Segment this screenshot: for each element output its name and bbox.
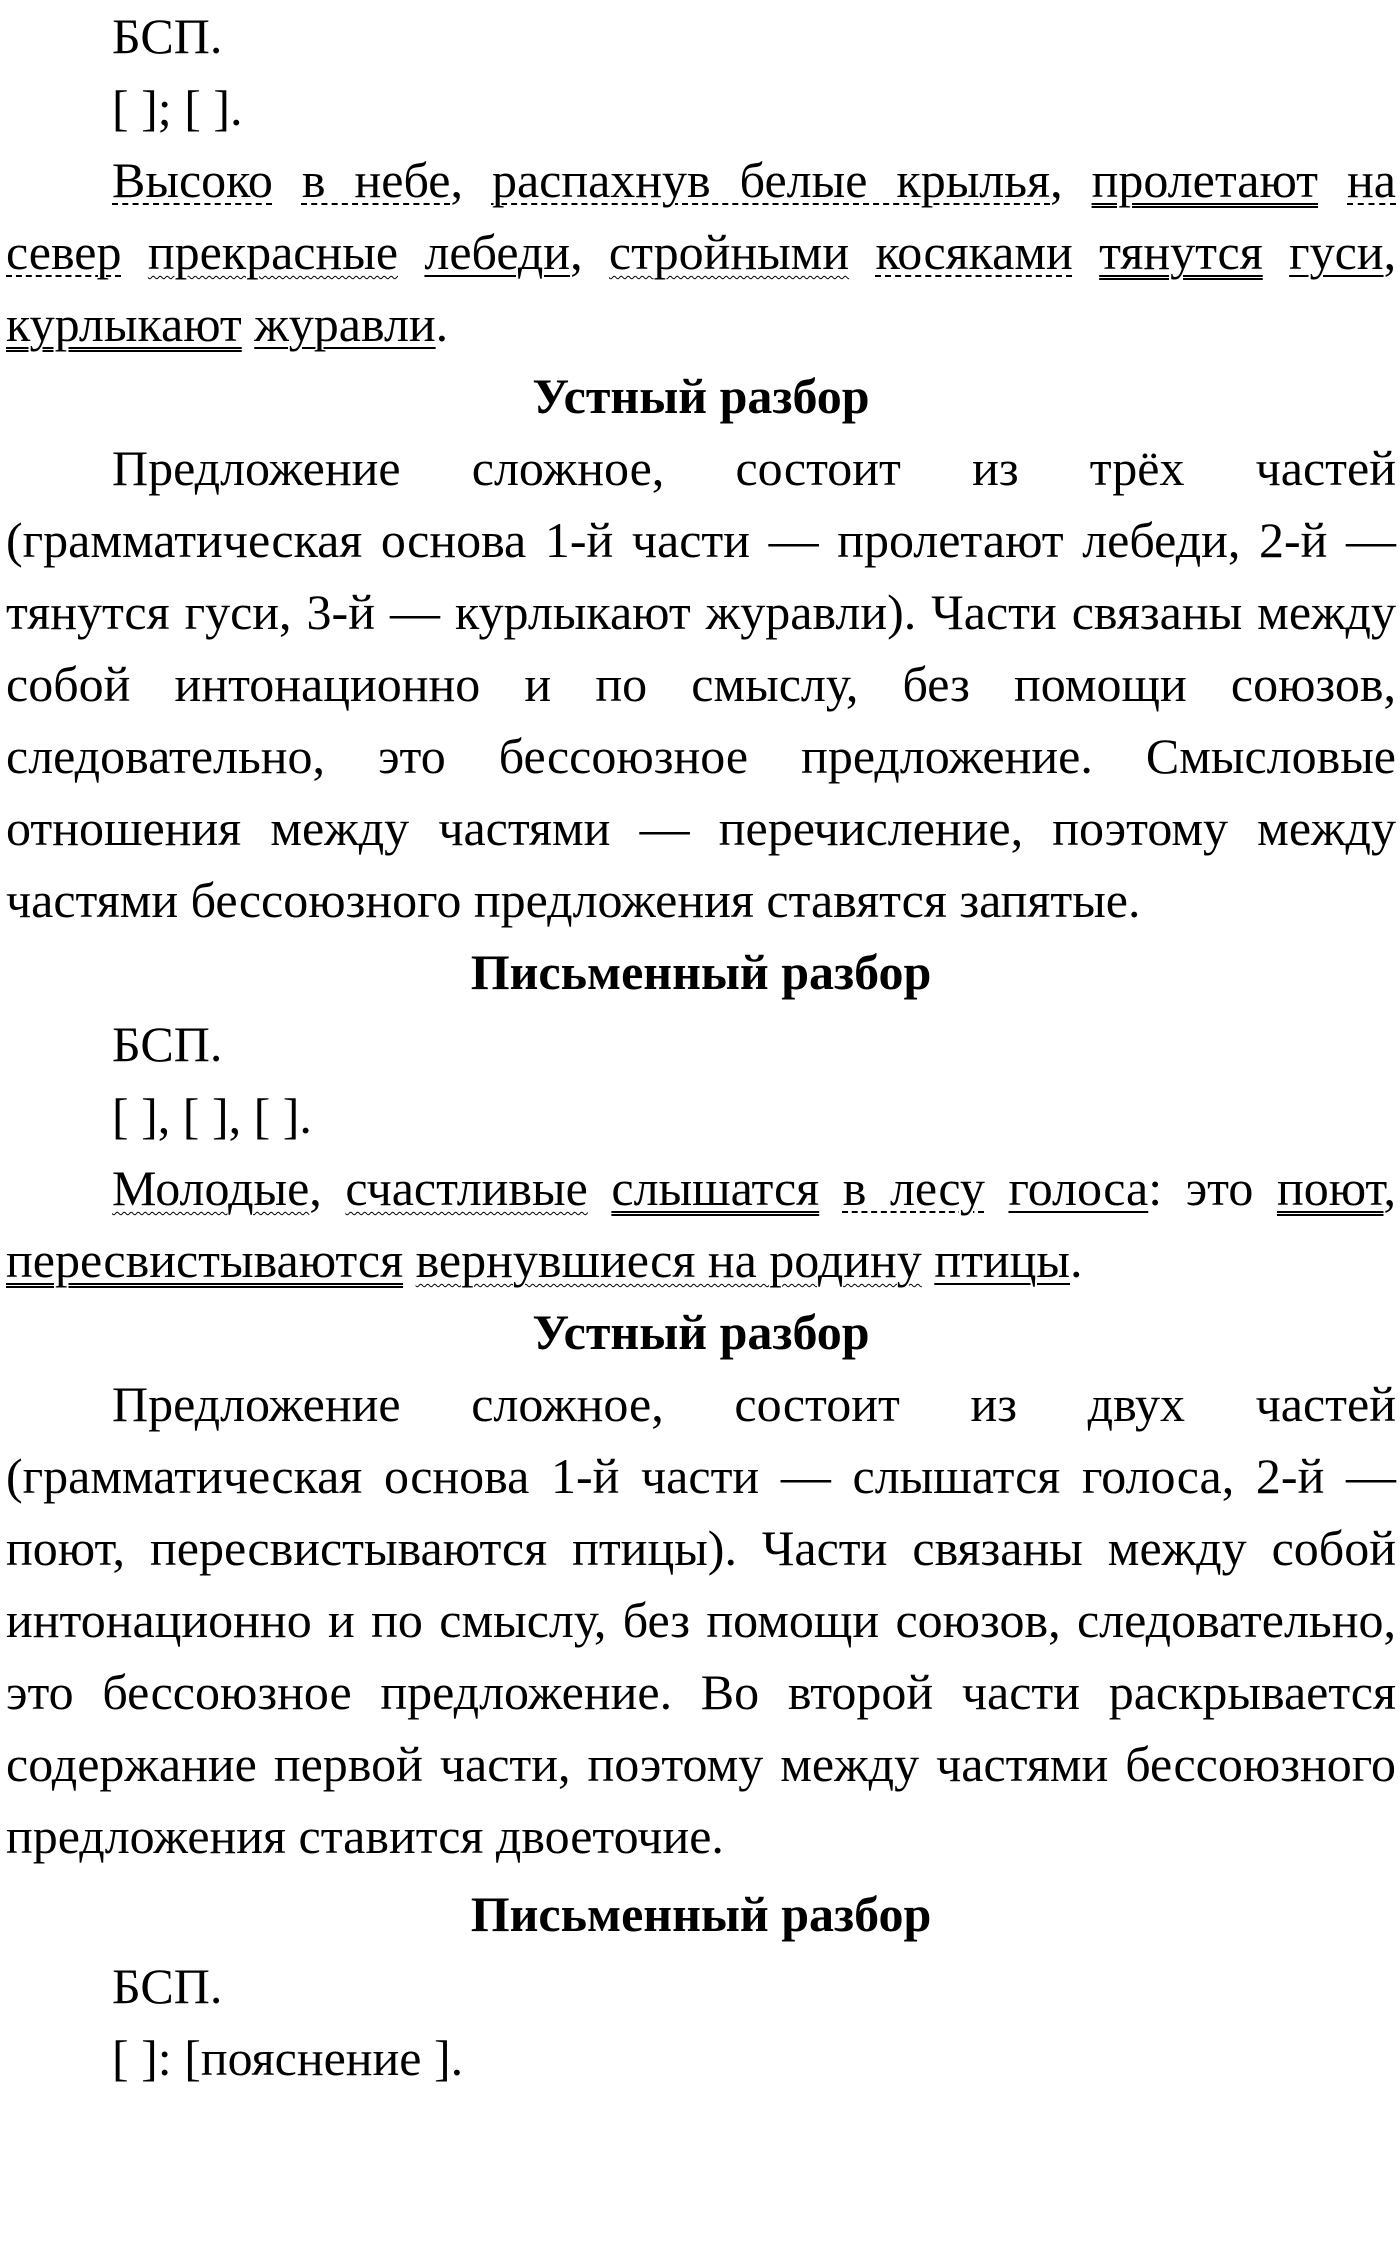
punct: ,: [450, 152, 463, 208]
scheme-3: [ ]: [пояснение ].: [112, 2030, 464, 2086]
oral-analysis-text-1: Предложение сложное, состоит из трёх частей (грамматическая основа 1-й части — пролетают лебеди, 2-й — тянутся гуси, 3-й — курлыкают журавли). Части связаны между собой интонационно и по смыслу, без помощи союзов, следовательно, это бессоюзное предложение. Смысловые отношения между частями — перечисление, поэтому между частями бессоюзного предложения ставятся запятые.: [6, 440, 1396, 928]
written-analysis-heading-2: Письменный разбор: [470, 1886, 932, 1942]
punct: .: [1070, 1232, 1083, 1288]
written-analysis-heading-1: Письменный разбор: [470, 944, 932, 1000]
bsp-label-2: БСП.: [112, 1016, 223, 1072]
subject-1: лебеди: [424, 224, 571, 280]
punct: ,: [570, 224, 583, 280]
adverbial-noun: север: [6, 224, 122, 280]
scheme-2: [ ], [ ], [ ].: [112, 1088, 312, 1144]
attribute-phrase: вернувшиеся на родину: [415, 1232, 922, 1288]
adverbial-phrase: в лесу: [842, 1160, 985, 1216]
predicate-1: слышатся: [611, 1160, 820, 1216]
participle-phrase: распахнув белые крылья: [491, 152, 1051, 208]
predicate-1: пролетают: [1091, 152, 1319, 208]
punct: .: [435, 296, 449, 352]
predicate-3: пересвистываются: [6, 1232, 404, 1288]
oral-analysis-text-2: Предложение сложное, состоит из двух частей (грамматическая основа 1-й части — слышатся голоса, 2-й — поют, пересвистываются птицы). Части связаны между собой интонационно и по смыслу, без помощи союзов, следовательно, это бессоюзное предложение. Во второй части раскрывается содержание первой части, поэтому между частями бессоюзного предложения ставится двоеточие.: [6, 1376, 1396, 1864]
adverbial-prep: на: [1347, 152, 1396, 208]
attribute-word: стройными: [608, 224, 850, 280]
punct: ,: [309, 1160, 322, 1216]
punct: ,: [1383, 224, 1397, 280]
punct: ,: [1383, 1160, 1396, 1216]
oral-analysis-heading-2: Устный разбор: [532, 1304, 870, 1360]
scheme-1: [ ]; [ ].: [112, 80, 243, 136]
subject-3: журавли: [254, 296, 436, 352]
predicate-3: курлыкают: [6, 296, 242, 352]
document-page: [6, 0, 1396, 2094]
adverbial-word: Высоко: [112, 152, 273, 208]
attribute-word: счастливые: [345, 1160, 588, 1216]
adverbial-phrase: в небе: [301, 152, 451, 208]
subject-2: гуси: [1289, 224, 1384, 280]
predicate-2: тянутся: [1099, 224, 1263, 280]
attribute-word: прекрасные: [147, 224, 399, 280]
subject-1: голоса: [1008, 1160, 1149, 1216]
adverbial-noun: косяками: [875, 224, 1073, 280]
bsp-label-3: БСП.: [112, 1958, 223, 2014]
attribute-word: Молодые: [112, 1160, 310, 1216]
example-sentence-1: [6, 144, 1396, 360]
bsp-label-1: БСП.: [112, 8, 223, 64]
punct: ,: [1050, 152, 1063, 208]
subject-2: птицы: [934, 1232, 1071, 1288]
predicate-2: поют: [1276, 1160, 1384, 1216]
oral-analysis-heading-1: Устный разбор: [532, 368, 870, 424]
punct: : это: [1148, 1160, 1254, 1216]
example-sentence-2: [6, 1152, 1396, 1296]
